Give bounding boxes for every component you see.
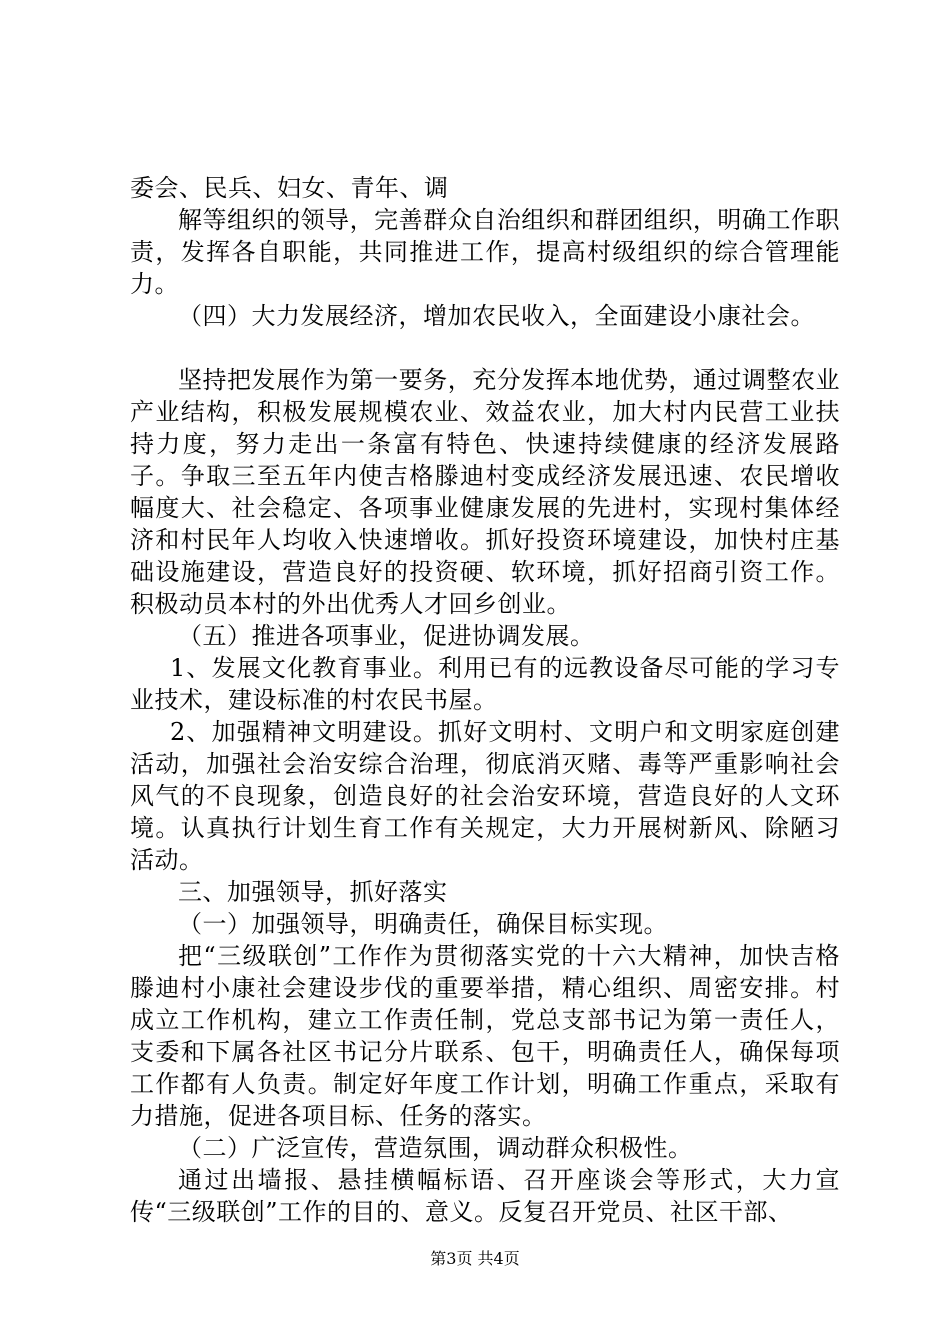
paragraph-4: 1、发展文化教育事业。利用已有的远教设备尽可能的学习专业技术，建设标准的村农民书屋。 bbox=[130, 654, 840, 714]
page-number: 第3页 共4页 bbox=[430, 1249, 520, 1268]
section-heading-5: （五）推进各项事业，促进协调发展。 bbox=[178, 622, 595, 650]
page-footer bbox=[0, 1249, 950, 1269]
paragraph-1: 委会、民兵、妇女、青年、调 bbox=[130, 174, 449, 202]
section-heading-2: （二）广泛宣传，营造氛围，调动群众积极性。 bbox=[178, 1134, 693, 1162]
paragraph-7: 通过出墙报、悬挂横幅标语、召开座谈会等形式，大力宣传“三级联创”工作的目的、意义。反复召开党员、社区干部、 bbox=[130, 1166, 840, 1226]
chapter-heading-3: 三、加强领导，抓好落实 bbox=[178, 878, 448, 906]
paragraph-3: 坚持把发展作为第一要务，充分发挥本地优势，通过调整农业产业结构，积极发展规模农业、效益农业，加大村内民营工业扶持力度，努力走出一条富有特色、快速持续健康的经济发展路子。争取三至五年内使吉格滕迪村变成经济发展迅速、农民增收幅度大、社会稳定、各项事业健康发展的先进村，实现村集体经济和村民年人均收入快速增收。抓好投资环境建设，加快村庄基础设施建设，营造良好的投资硬、软环境，抓好招商引资工作。积极动员本村的外出优秀人才回乡创业。 bbox=[130, 366, 840, 618]
section-heading-1: （一）加强领导，明确责任，确保目标实现。 bbox=[178, 910, 668, 938]
paragraph-2: 解等组织的领导，完善群众自治组织和群团组织，明确工作职责，发挥各自职能，共同推进工作，提高村级组织的综合管理能力。 bbox=[130, 206, 840, 298]
paragraph-6: 把“三级联创”工作作为贯彻落实党的十六大精神，加快吉格滕迪村小康社会建设步伐的重要举措，精心组织、周密安排。村成立工作机构，建立工作责任制，党总支部书记为第一责任人，支委和下属各社区书记分片联系、包干，明确责任人，确保每项工作都有人负责。制定好年度工作计划，明确工作重点，采取有力措施，促进各项目标、任务的落实。 bbox=[130, 942, 840, 1130]
section-heading-4: （四）大力发展经济，增加农民收入，全面建设小康社会。 bbox=[178, 302, 815, 330]
paragraph-5: 2、加强精神文明建设。抓好文明村、文明户和文明家庭创建活动，加强社会治安综合治理，彻底消灭赌、毒等严重影响社会风气的不良现象，创造良好的社会治安环境，营造良好的人文环境。认真执行计划生育工作有关规定，大力开展树新风、除陋习活动。 bbox=[130, 718, 840, 874]
document-body bbox=[130, 172, 840, 1228]
